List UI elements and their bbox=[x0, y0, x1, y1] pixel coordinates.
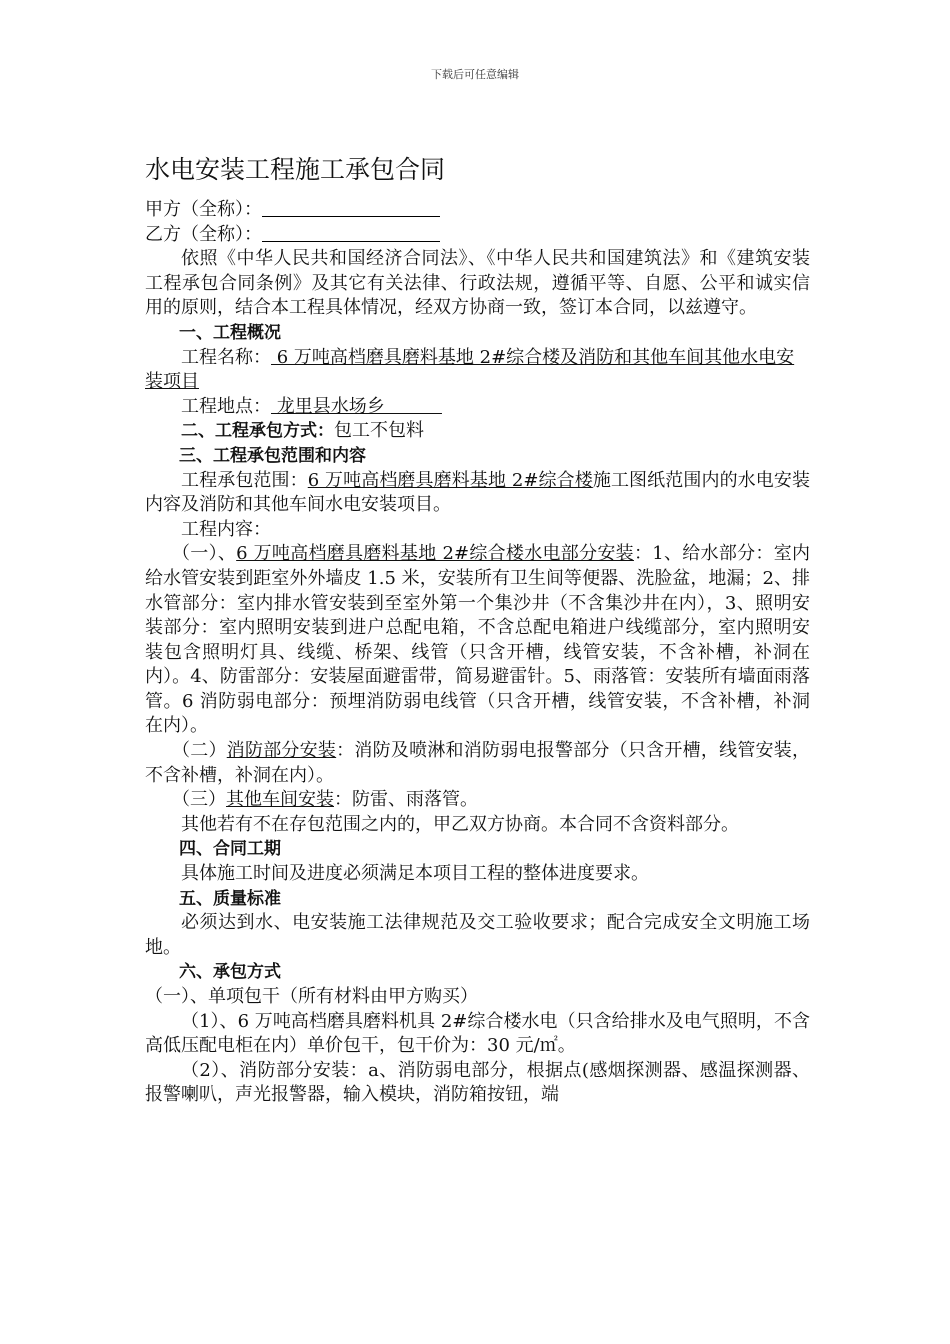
section-2-value: 包工不包料 bbox=[334, 420, 424, 442]
item-2-paragraph bbox=[145, 739, 810, 788]
project-location-value: 龙里县水场乡 bbox=[271, 395, 442, 417]
party-b-label: 乙方（全称）： bbox=[145, 223, 262, 245]
item-3-title: 其他车间安装 bbox=[226, 789, 334, 811]
item-2-title: 消防部分安装 bbox=[226, 740, 337, 762]
section-4-text: 具体施工时间及进度必须满足本项目工程的整体进度要求。 bbox=[181, 863, 649, 885]
section-2-line bbox=[145, 419, 810, 444]
item-1-prefix: （一）、 bbox=[172, 543, 237, 565]
section-6-heading: 六、承包方式 bbox=[179, 962, 281, 983]
section-3-heading: 三、工程承包范围和内容 bbox=[179, 445, 366, 466]
section-4-heading: 四、合同工期 bbox=[179, 839, 281, 860]
scope-label: 工程承包范围： bbox=[181, 469, 308, 491]
page-header: 下载后可任意编辑 bbox=[431, 68, 519, 81]
party-b-line bbox=[145, 223, 810, 248]
party-a-line bbox=[145, 198, 810, 223]
section-6-para-2: （2）、消防部分安装：a、消防弱电部分，根据点(感烟探测器、感温探测器、报警喇叭，声光报警器，输入模块，消防箱按钮，端 bbox=[145, 1059, 810, 1106]
section-5-heading: 五、质量标准 bbox=[179, 888, 281, 909]
item-1-paragraph bbox=[145, 542, 810, 739]
scope-project: 6 万吨高档磨具磨料基地 2#综合楼 bbox=[307, 469, 593, 491]
section-2-heading: 二、工程承包方式： bbox=[181, 421, 334, 442]
project-location-line bbox=[145, 395, 810, 420]
content-label: 工程内容： bbox=[181, 518, 271, 540]
scope-paragraph bbox=[145, 469, 810, 518]
project-location-label: 工程地点： bbox=[181, 395, 271, 417]
scope-text: 施工图纸范围内的水电安装内容及消防和其他车间水电安装项目。 bbox=[145, 469, 810, 516]
page-title: 水电安装工程施工承包合同 bbox=[145, 154, 446, 184]
project-name-label: 工程名称： bbox=[181, 346, 271, 368]
section-6-sub-1: （一）、单项包干（所有材料由甲方购买） bbox=[145, 986, 478, 1007]
item-3-text: ：防雷、雨落管。 bbox=[334, 789, 478, 811]
section-5-text: 必须达到水、电安装施工法律规范及交工验收要求；配合完成安全文明施工场地。 bbox=[145, 912, 810, 958]
intro-paragraph: 依照《中华人民共和国经济合同法》、《中华人民共和国建筑法》和《建筑安装工程承包合同条例》及其它有关法律、行政法规，遵循平等、自愿、公平和诚实信用的原则，结合本工程具体情况，经双方协商一致，签订本合同，以兹遵守。 bbox=[145, 248, 810, 319]
party-b-blank bbox=[262, 223, 440, 242]
item-3-prefix: （三） bbox=[172, 789, 226, 811]
item-1-title: 6 万吨高档磨具磨料基地 2#综合楼水电部分安装 bbox=[236, 543, 634, 565]
section-1-heading: 一、工程概况 bbox=[179, 322, 281, 343]
party-a-blank bbox=[262, 198, 440, 217]
item-1-text: ：1、给水部分：室内给水管安装到距室外外墙皮 1.5 米，安装所有卫生间等便器、洗脸盆，地漏；2、排水管部分：室内排水管安装到至室外第一个集沙井（不含集沙井在内），3、照明安装部分：室内照明安装到进户总配电箱，不含总配电箱进户线缆部分，室内照明安装包含照明灯具、线缆、桥架、线管（只含开槽，线管安装，不含补槽，补洞在内）。4、防雷部分：安装屋面避雷带，简易避雷针。5、雨落管：安装所有墙面雨落管。6 消防弱电部分：预埋消防弱电线管（只含开槽，线管安装，不含补槽，补洞在内）。 bbox=[145, 543, 811, 737]
other-paragraph: 其他若有不在存包范围之内的，甲乙双方协商。本合同不含资料部分。 bbox=[181, 813, 739, 835]
item-2-prefix: （二） bbox=[172, 740, 227, 762]
section-6-para-1: （1）、6 万吨高档磨具磨料机具 2#综合楼水电（只含给排水及电气照明，不含高低压配电柜在内）单价包干，包干价为：30 元/㎡。 bbox=[145, 1010, 810, 1057]
item-2-text: ：消防及喷淋和消防弱电报警部分（只含开槽，线管安装，不含补槽，补洞在内）。 bbox=[145, 740, 811, 786]
project-name-value: 6 万吨高档磨具磨料基地 2#综合楼及消防和其他车间其他水电安装项目 bbox=[145, 346, 795, 393]
item-3-paragraph bbox=[145, 788, 810, 813]
party-a-label: 甲方（全称）： bbox=[145, 199, 262, 220]
document-body bbox=[145, 198, 810, 1108]
project-name-line bbox=[145, 346, 810, 395]
